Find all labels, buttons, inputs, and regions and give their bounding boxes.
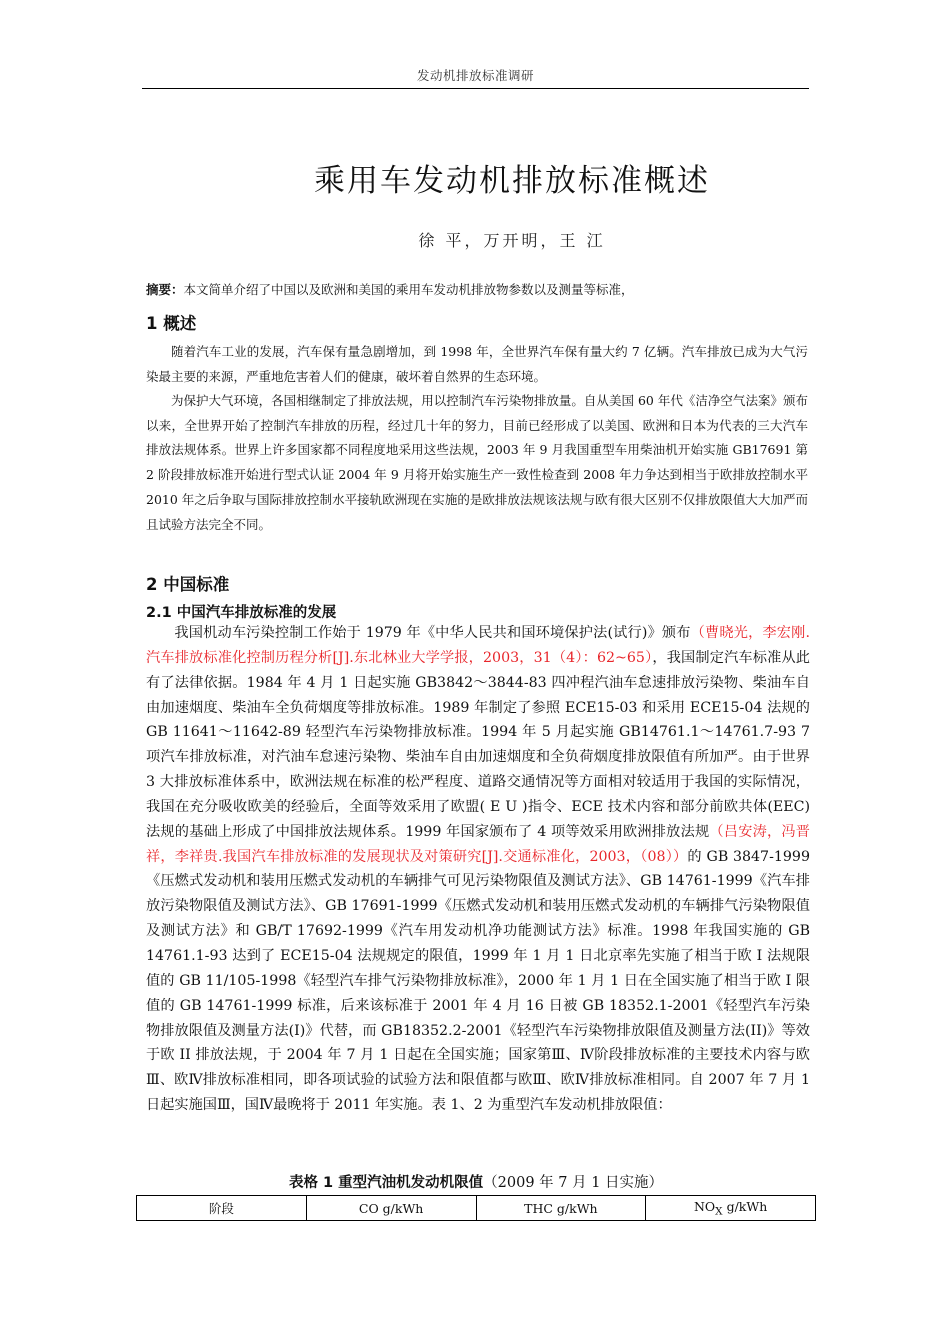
- abstract-label: 摘要：: [146, 282, 184, 297]
- header-co: CO g/kWh: [306, 1196, 476, 1221]
- citation-1: （曹晓光，李宏刚.汽车排放标准化控制历程分析[J].东北林业大学学报，2003，31（4）：62~65）: [146, 625, 810, 666]
- running-header: 发动机排放标准调研: [416, 68, 534, 83]
- paper-title: 乘用车发动机排放标准概述: [314, 163, 710, 199]
- table-caption-bold: 表格 1 重型汽油机发动机限值: [288, 1175, 484, 1191]
- section-1-paragraph-1: 随着汽车工业的发展，汽车保有量急剧增加，到 1998 年，全世界汽车保有量大约 7 亿辆。汽车排放已成为大气污染最主要的来源，严重地危害着人们的健康，破坏着自然界的生态环境。: [146, 344, 808, 384]
- table-caption-date: （2009 年 7 月 1 日实施）: [483, 1175, 664, 1191]
- header-stage: 阶段: [137, 1196, 307, 1221]
- citation-2: （吕安涛，冯晋祥，李祥贵.我国汽车排放标准的发展现状及对策研究[J].交通标准化，2003，（08））: [146, 823, 810, 865]
- abstract-text: 本文简单介绍了中国以及欧洲和美国的乘用车发动机排放物参数以及测量等标准，: [183, 282, 634, 297]
- section-2-heading: 2 中国标准: [146, 575, 230, 594]
- table-header-row: [137, 1196, 816, 1221]
- section-1-paragraph-2: 为保护大气环境，各国相继制定了排放法规，用以控制汽车污染物排放量。自从美国 60 年代《洁净空气法案》颁布以来，全世界开始了控制汽车排放的历程，经过几十年的努力，目前已经形成了以美国、欧洲和日本为代表的三大汽车排放法规体系。世界上许多国家都不同程度地采用这些法规，2003 年 9 月我国重型车用柴油机开始实施 GB17691 第 2 阶段排放标准开始进行型式认证 2004 年 9 月将开始实施生产一致性检查到 2008 年力争达到相当于欧排放控制水平 2010 年之后争取与国际排放控制水平接轨欧洲现在实施的是欧排放法规该法规与欧有很大区别不仅排放限值大大加严而且试验方法完全不同。: [146, 393, 808, 532]
- table-1: [136, 1195, 816, 1221]
- nox-unit: g/kWh: [722, 1198, 768, 1214]
- abstract: [146, 280, 826, 298]
- paragraph-text: 的 GB 3847-1999《压燃式发动机和装用压燃式发动机的车辆排气可见污染物限值及测试方法》、GB 14761-1999《汽车排放污染物限值及测试方法》、GB 17691-1999《压燃式发动机和装用压燃式发动机的车辆排气污染物限值及测试方法》和 GB/T 17692-1999《汽车用发动机净功能测试方法》标准。1998 年我国实施的 GB 14761.1-93 达到了 ECE15-04 法规规定的限值，1999 年 1 月 1 日北京率先实施了相当于欧 I 法规限值的 GB 11/105-1998《轻型汽车排气污染物排放标准》，2000 年 1 月 1 日在全国实施了相当于欧 I 限值的 GB 14761-1999 标准，后来该标准于 2001 年 4 月 16 日被 GB 18352.1-2001《轻型汽车污染物排放限值及测量方法(I)》代替，而 GB18352.2-2001《轻型汽车污染物排放限值及测量方法(II)》等效于欧 II 排放法规，于 2004 年 7 月 1 日起在全国实施；国家第Ⅲ、Ⅳ阶段排放标准的主要技术内容与欧Ⅲ、欧Ⅳ排放标准相同，即各项试验的试验方法和限值都与欧Ⅲ、欧Ⅳ排放标准相同。自 2007 年 7 月 1 日起实施国Ⅲ，国Ⅳ最晚将于 2011 年实施。表 1、2 为重型汽车发动机排放限值：: [146, 848, 810, 1114]
- header-nox: [646, 1196, 816, 1221]
- header-rule: [142, 88, 809, 89]
- paper-authors: 徐 平，万开明，王 江: [418, 231, 606, 250]
- section-2-1-heading: 2.1 中国汽车排放标准的发展: [146, 605, 337, 621]
- table-1-caption: [136, 1171, 816, 1192]
- nox-symbol: NO: [693, 1198, 716, 1214]
- section-1-heading: 1 概述: [146, 314, 197, 333]
- nox-subscript: X: [715, 1205, 723, 1218]
- section-2-1-paragraph: [146, 621, 810, 1118]
- paragraph-text: 我国机动车污染控制工作始于 1979 年《中华人民共和国环境保护法(试行)》颁布: [174, 625, 691, 641]
- header-thc: THC g/kWh: [476, 1196, 646, 1221]
- paragraph-text: ，我国制定汽车标准从此有了法律依据。1984 年 4 月 1 日起实施 GB3842～3844-83 四冲程汽油车怠速排放污染物、柴油车自由加速烟度、柴油车全负荷烟度等排放标准。1989 年制定了参照 ECE15-03 和采用 ECE15-04 法规的 GB 11641～11642-89 轻型汽车污染物排放标准。1994 年 5 月起实施 GB14761.1～14761.7-93 7 项汽车排放标准，对汽油车怠速污染物、柴油车自由加速烟度和全负荷烟度排放限值有所加严。由于世界 3 大排放标准体系中，欧洲法规在标准的松严程度、道路交通情况等方面相对较适用于我国的实际情况，我国在充分吸收欧美的经验后，全面等效采用了欧盟( E U )指令、ECE 技术内容和部分前欧共体(EEC)法规的基础上形成了中国排放法规体系。1999 年国家颁布了 4 项等效采用欧洲排放法规: [146, 649, 810, 840]
